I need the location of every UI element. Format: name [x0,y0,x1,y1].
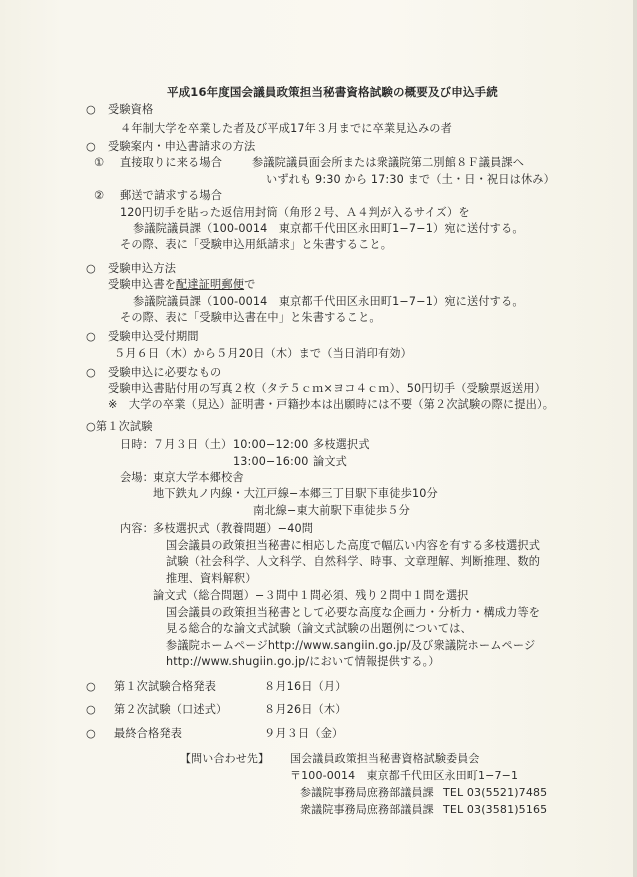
second-exam-label: 第２次試験（口述式） [114,703,228,716]
venue-access-1: 地下鉄丸ノ内線・大江戸線−本郷三丁目駅下車徒歩10分 [153,487,438,500]
multiple-choice-desc-1: 国会議員の政策担当秘書に相応した高度で幅広い内容を有する多枝選択式 [166,539,541,552]
method-2-line-1: 120円切手を貼った返信用封筒（角形２号、Ａ４判が入るサイズ）を [120,206,470,219]
essay-desc-2: 見る総合的な論文式試験（論文式試験の出題例については、 [166,622,472,635]
section-4-body: ５月６日（木）から５月20日（木）まで（当日消印有効） [114,347,412,360]
section-2-heading: 受験案内・申込書請求の方法 [108,140,256,153]
exam-type-2: 論文式 [313,455,348,468]
exam-date-label: 日時： [120,438,155,451]
exam-type-1: 多枝選択式 [313,438,370,451]
section-8-mark: ○ [86,703,96,716]
document-title: 平成16年度国会議員政策担当秘書資格試験の概要及び申込手続 [167,85,498,99]
section-4-heading: 受験申込受付期間 [108,330,199,343]
exam-time-2: 13:00−16:00 [233,455,309,468]
section-5-line-1: 受験申込書貼付用の写真２枚（タテ５ｃｍ×ヨコ４ｃｍ）、50円切手（受験票返送用） [108,382,546,395]
venue-label: 会場： [120,471,155,484]
content-label: 内容： [120,522,155,535]
section-1-heading: 受験資格 [108,103,154,116]
section-3-line-2: 参議院議員課（100-0014 東京都千代田区永田町1−7−1）宛に送付する。 [133,295,524,308]
essay-heading: 論文式（総合問題）−３問中１問必須、残り２問中１問を選択 [153,589,469,602]
method-2-line-3: その際、表に「受験申込用紙請求」と朱書すること。 [120,238,393,251]
section-3-line-1a: 受験申込書を [108,278,177,291]
method-1-number: ① [94,156,105,169]
section-4-mark: ○ [86,330,96,343]
contact-address: 〒100-0014 東京都千代田区永田町1−7−1 [290,769,519,782]
exam-date: ７月３日（土） [153,438,233,451]
method-2-number: ② [94,189,105,202]
certified-mail-text: 配達証明郵便 [176,278,245,291]
method-2-label: 郵送で請求する場合 [120,189,223,202]
contact-dept-1: 参議院事務局庶務部議員課 [300,786,434,799]
contact-tel-1: TEL 03(5521)7485 [443,786,548,799]
second-exam-date: ８月26日（木） [264,703,347,716]
venue: 東京大学本郷校舎 [153,471,244,484]
essay-desc-3: 参議院ホームページhttp://www.sangiin.go.jp/及び衆議院ホームページ [166,639,536,652]
section-1-body: ４年制大学を卒業した者及び平成17年３月までに卒業見込みの者 [120,122,452,135]
contact-organization: 国会議員政策担当秘書資格試験委員会 [290,752,480,765]
section-3-line-1c: で [244,278,256,291]
multiple-choice-desc-2: 試験（社会科学、人文科学、自然科学、時事、文章理解、判断推理、数的 [166,555,541,568]
section-7-mark: ○ [86,680,96,693]
first-exam-results-label: 第１次試験合格発表 [114,680,217,693]
essay-desc-4: http://www.shugiin.go.jp/において情報提供する。） [166,655,440,668]
contact-tel-2: TEL 03(3581)5165 [443,803,548,816]
first-exam-results-date: ８月16日（月） [264,680,347,693]
method-1-hours: いずれも 9:30 から 17:30 まで（土・日・祝日は休み） [266,173,555,186]
multiple-choice-desc-3: 推理、資料解釈） [166,572,257,585]
essay-desc-1: 国会議員の政策担当秘書として必要な高度な企画力・分析力・構成力等を [166,606,541,619]
page-edge [633,0,637,877]
section-5-heading: 受験申込に必要なもの [108,366,222,379]
venue-access-2: 南北線−東大前駅下車徒歩５分 [253,504,410,517]
final-results-date: ９月３日（金） [264,727,344,740]
section-3-line-3: その際、表に「受験申込書在中」と朱書すること。 [120,311,381,324]
multiple-choice-heading: 多枝選択式（教養問題）−40問 [153,522,314,535]
section-3-mark: ○ [86,262,96,275]
section-9-mark: ○ [86,727,96,740]
method-2-line-2: 参議院議員課（100-0014 東京都千代田区永田町1−7−1）宛に送付する。 [133,222,524,235]
section-5-line-2: ※ 大学の卒業（見込）証明書・戸籍抄本は出願時には不要（第２次試験の際に提出）。 [108,398,555,411]
contact-dept-2: 衆議院事務局庶務部議員課 [300,803,434,816]
method-1-label: 直接取りに来る場合 [120,156,223,169]
section-5-mark: ○ [86,366,96,379]
section-3-heading: 受験申込方法 [108,262,177,275]
contact-label: 【問い合わせ先】 [180,752,270,765]
final-results-label: 最終合格発表 [114,727,183,740]
method-1-place: 参議院議員面会所または衆議院第二別館８Ｆ議員課へ [252,156,525,169]
section-1-mark: ○ [86,103,96,116]
section-6-heading: ○第１次試験 [86,420,153,433]
section-2-mark: ○ [86,140,96,153]
section-3-line-1 [108,278,255,292]
exam-time-1: 10:00−12:00 [233,438,309,451]
